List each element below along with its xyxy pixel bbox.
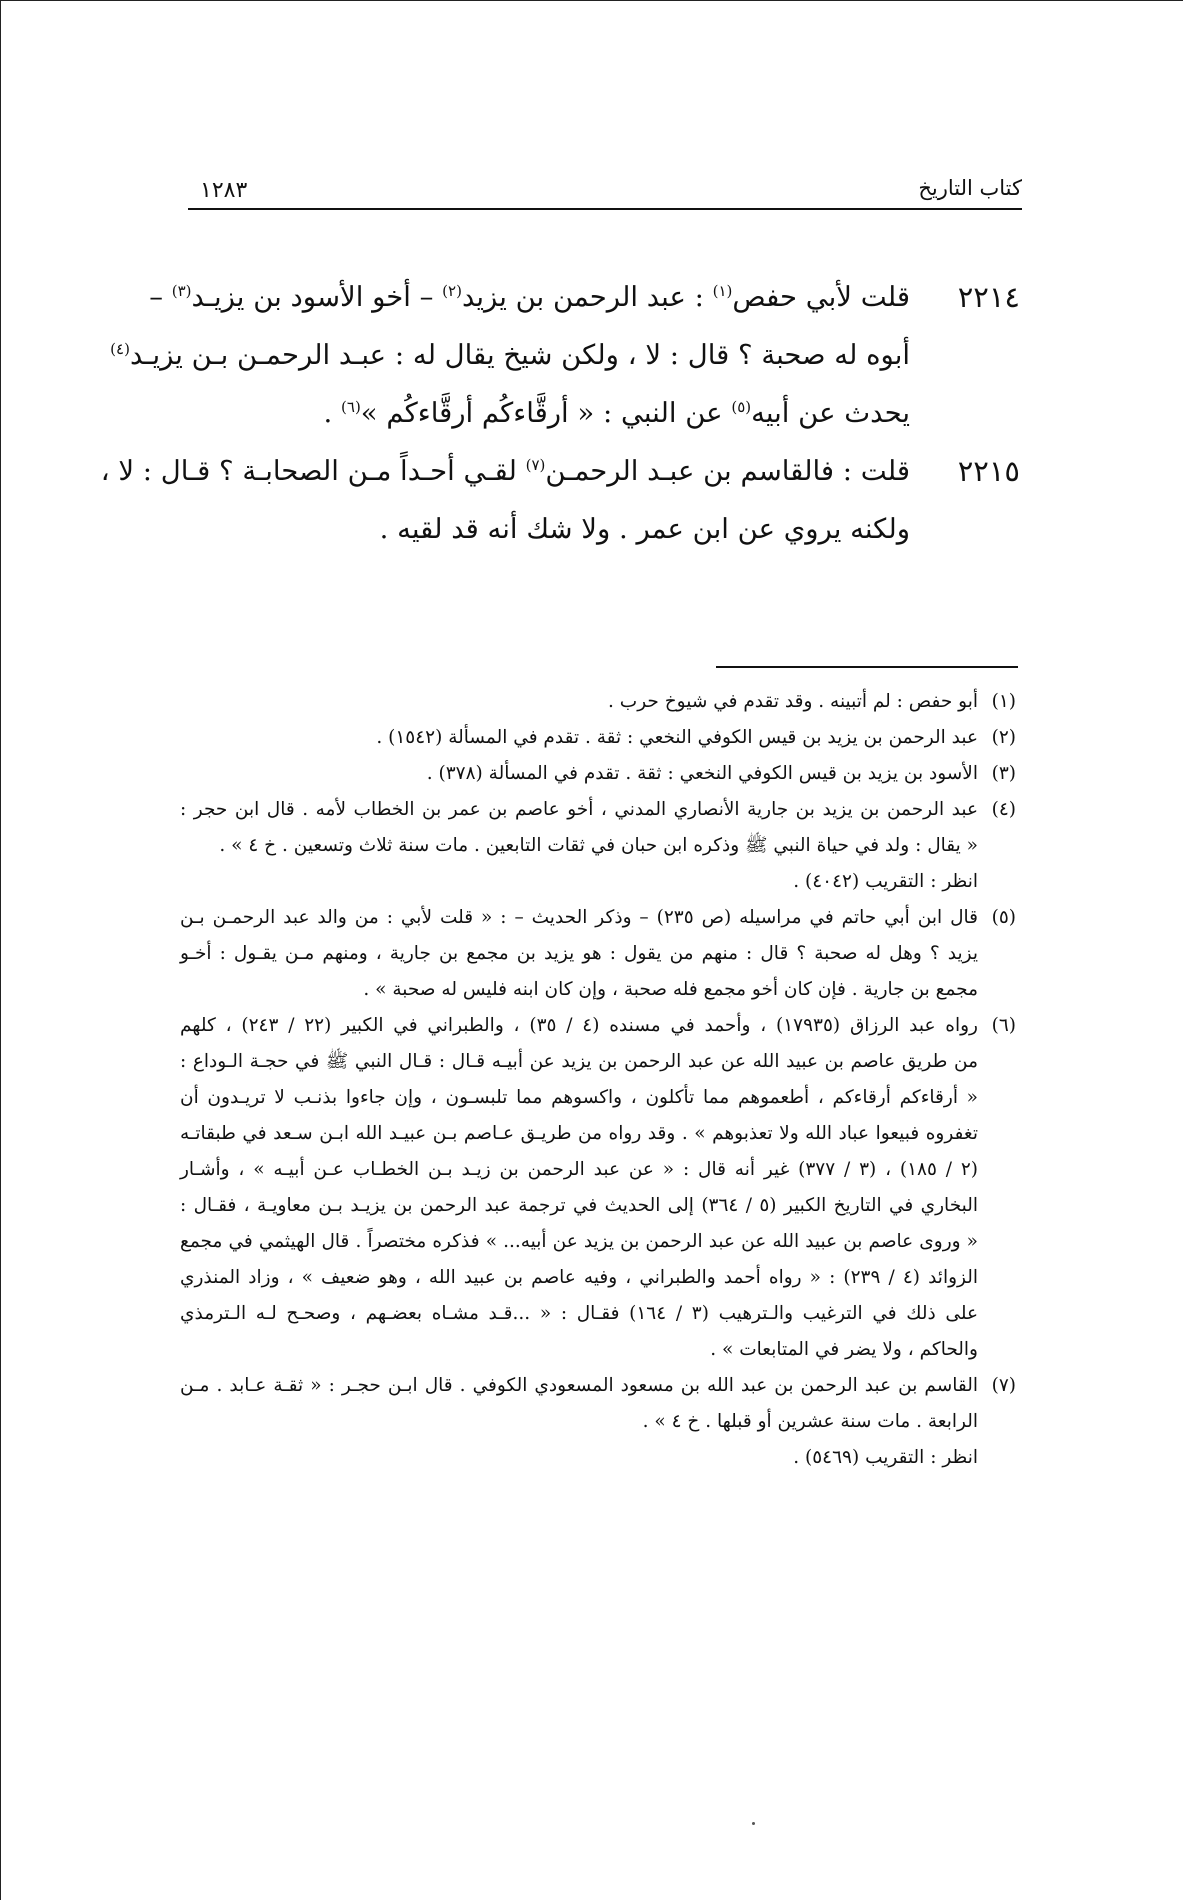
- footnote-ref: (٦): [341, 397, 361, 416]
- footnote-line: « يقال : ولد في حياة النبي ﷺ وذكره ابن حبان في ثقات التابعين . مات سنة ثلاث وتسعين . خ ٤ » .: [219, 835, 978, 856]
- footnote-line: أبو حفص : لم أتبينه . وقد تقدم في شيوخ حرب .: [608, 691, 978, 712]
- scan-speck: [752, 1822, 755, 1825]
- footnote-number: (٦): [991, 1015, 1016, 1036]
- header-rule: [188, 208, 1022, 210]
- footnote-line: الزوائد (٤ / ٢٣٩) : « رواه أحمد والطبراني ، وفيه عاصم بن عبيد الله ، وهو ضعيف » ، وزاد المنذري: [180, 1267, 979, 1288]
- entry-line: [100, 442, 910, 500]
- footnote-number: (٤): [991, 799, 1016, 820]
- entry-line: [190, 500, 910, 558]
- footnote-number: (٥): [991, 907, 1016, 928]
- text-run: : عبد الرحمن بن يزيد: [461, 281, 713, 313]
- footnote-line: والحاكم ، ولا يضر في المتابعات » .: [710, 1339, 978, 1360]
- entry-number: ٢٢١٥: [957, 454, 1020, 488]
- footnote-line: على ذلك في الترغيب والـترهيب (٣ / ١٦٤) فقـال : « ...قـد مشـاه بعضـهم ، وصحـح لـه الـترمذي: [180, 1303, 978, 1324]
- footnote-line: من طريق عاصم بن عبيد الله عن عبد الرحمن بن يزيد عن أبيـه قـال : قـال النبي ﷺ في حجـة الـوداع :: [180, 1051, 978, 1072]
- footnote-line: تغفروه فبيعوا عباد الله ولا تعذبوهم » . وقد رواه من طريـق عـاصم بـن عبيـد الله ابـن سـعد في طبقاتـه: [180, 1123, 978, 1144]
- footnote-ref: (٥): [731, 397, 752, 416]
- footnote-line: القاسم بن عبد الرحمن بن عبد الله بن مسعود المسعودي الكوفي . قال ابـن حجـر : « ثقـة عـابد . مـن: [180, 1375, 978, 1396]
- footnote-line: يزيد ؟ وهل له صحبة ؟ قال : منهم من يقول : هو يزيد بن مجمع بن جارية ، ومنهم مـن يقـول : أخـو: [180, 943, 978, 964]
- footnote-line: « وروى عاصم بن عبيد الله عن عبد الرحمن بن يزيد عن أبيه... » فذكره مختصراً . قال الهيثمي في مجمع: [180, 1231, 978, 1252]
- text-run: –: [149, 281, 172, 313]
- text-run: لقـي أحـداً مـن الصحابـة ؟ قـال : لا ،: [100, 455, 526, 487]
- footnote-3: [180, 756, 1016, 792]
- text-run: يحدث عن أبيه: [751, 397, 910, 429]
- text-run: ولكنه يروي عن ابن عمر . ولا شك أنه قد لقيه .: [379, 513, 910, 545]
- text-run: عن النبي : « أرقَّاءكُم أرقَّاءكُم »: [360, 397, 732, 429]
- footnote-2: [180, 720, 1016, 756]
- footnote-line: (٢ / ١٨٥) ، (٣ / ٣٧٧) غير أنه قال : « عن عبد الرحمن بن زيـد بـن الخطـاب عـن أبيـه » ، وأشـار: [180, 1159, 979, 1180]
- running-header: [188, 172, 1022, 212]
- entry-2215: [100, 442, 1020, 558]
- footnote-4: [180, 792, 1016, 900]
- footnote-ref: (٣): [171, 281, 192, 300]
- footnotes: [180, 684, 1016, 1476]
- footnote-ref: (١): [712, 281, 733, 300]
- footnote-6: [180, 1008, 1016, 1368]
- footnote-5: [180, 900, 1016, 1008]
- footnote-number: (١): [991, 691, 1016, 712]
- footnote-line: البخاري في التاريخ الكبير (٥ / ٣٦٤) إلى الحديث في ترجمة عبد الرحمن بن يزيـد بـن معاويـة ، فقـال :: [180, 1195, 978, 1216]
- footnote-line: انظر : التقريب (٥٤٦٩) .: [793, 1447, 978, 1468]
- footnote-7: [180, 1368, 1016, 1476]
- footnote-line: قال ابن أبي حاتم في مراسيله (ص ٢٣٥) – وذكر الحديث – : « قلت لأبي : من والد عبد الرحمـن بـن: [180, 907, 978, 928]
- footnote-ref: (٤): [110, 339, 130, 358]
- entry-line: [149, 268, 910, 326]
- text-run: – أخو الأسود بن يزيـد: [191, 281, 443, 313]
- footnote-line: رواه عبد الرزاق (١٧٩٣٥) ، وأحمد في مسنده (٤ / ٣٥) ، والطبراني في الكبير (٢٢ / ٢٤٣) ، كلهم: [180, 1015, 978, 1036]
- entry-line: [110, 326, 910, 384]
- footnote-rule: [716, 666, 1018, 668]
- text-run: قلت : فالقاسم بن عبـد الرحمـن: [545, 455, 910, 487]
- footnote-ref: (٢): [442, 281, 462, 300]
- footnote-line: الرابعة . مات سنة عشرين أو قبلها . خ ٤ » .: [642, 1411, 978, 1432]
- footnote-line: مجمع بن جارية . فإن كان أخو مجمع فله صحبة ، وإن كان ابنه فليس له صحبة » .: [363, 979, 978, 1000]
- text-run: .: [323, 397, 342, 429]
- entry-line: [190, 384, 910, 442]
- footnote-line: عبد الرحمن بن يزيد بن قيس الكوفي النخعي : ثقة . تقدم في المسألة (١٥٤٢) .: [376, 727, 978, 748]
- footnote-line: الأسود بن يزيد بن قيس الكوفي النخعي : ثقة . تقدم في المسألة (٣٧٨) .: [426, 763, 978, 784]
- footnote-number: (٧): [991, 1375, 1016, 1396]
- text-run: قلت لأبي حفص: [732, 281, 910, 313]
- text-run: أبوه له صحبة ؟ قال : لا ، ولكن شيخ يقال له : عبـد الرحمـن بـن يزيـد: [129, 339, 910, 371]
- footnote-line: انظر : التقريب (٤٠٤٢) .: [793, 871, 978, 892]
- footnote-line: « أرقاءكم أرقاءكم ، أطعموهم مما تأكلون ، واكسوهم مما تلبسـون ، وإن جاءوا بذنـب لا تريـدون أن: [180, 1087, 978, 1108]
- footnote-number: (٢): [991, 727, 1016, 748]
- book-title: كتاب التاريخ: [918, 176, 1022, 200]
- footnote-1: [180, 684, 1016, 720]
- footnote-number: (٣): [991, 763, 1016, 784]
- entry-number: ٢٢١٤: [957, 280, 1020, 314]
- footnote-line: عبد الرحمن بن يزيد بن جارية الأنصاري المدني ، أخو عاصم بن عمر بن الخطاب لأمه . قال ابن حجر :: [180, 799, 978, 820]
- footnote-ref: (٧): [525, 455, 546, 474]
- main-text: [100, 268, 1020, 558]
- entry-2214: [110, 268, 1020, 442]
- page-number: ١٢٨٣: [200, 178, 248, 203]
